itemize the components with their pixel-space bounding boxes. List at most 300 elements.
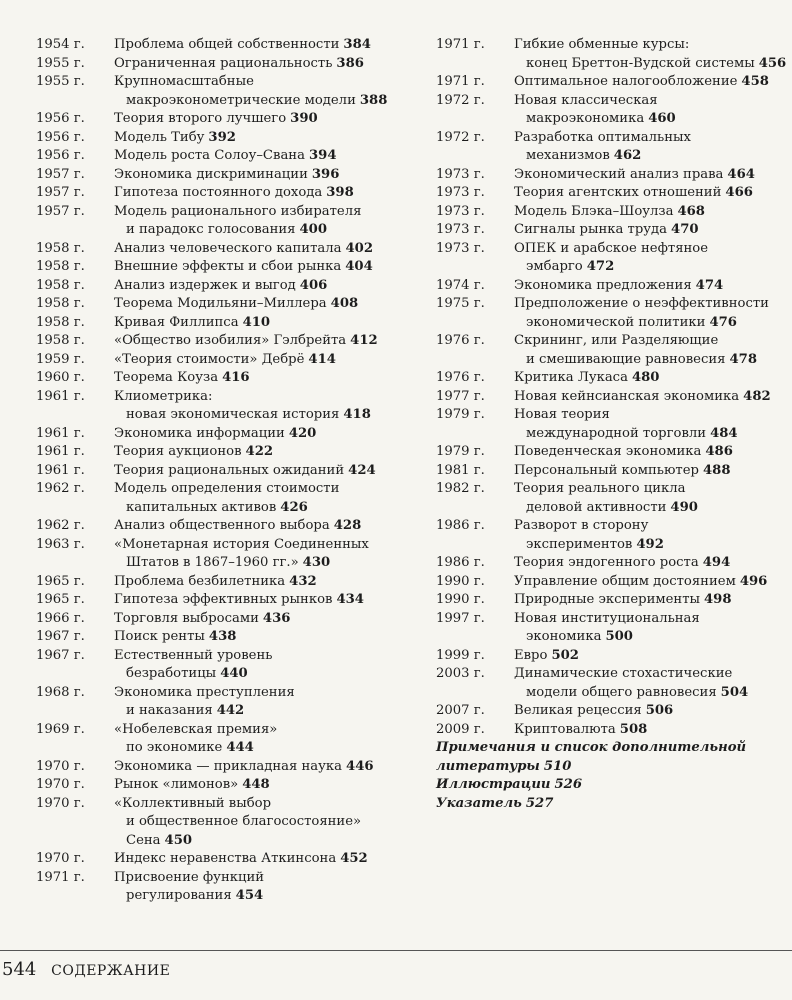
entry-year: 1954 г.	[36, 37, 85, 52]
toc-entry[interactable]	[436, 129, 786, 166]
entry-year: 1970 г.	[36, 777, 85, 792]
entry-page-number: 410	[242, 314, 271, 330]
entry-page-number: 416	[222, 370, 250, 385]
entry-title-text: макроэкономика	[526, 111, 645, 126]
entry-year: 1970 г.	[36, 758, 85, 774]
entry-title-text: Индекс неравенства Аткинсона	[114, 851, 337, 866]
entry-title-text: Модель определения стоимости	[114, 481, 340, 496]
entry-title-line	[114, 813, 416, 832]
toc-entry[interactable]	[436, 665, 786, 702]
entry-title-text: экономика	[526, 629, 602, 644]
entry-page-number: 474	[695, 277, 724, 293]
entry-title-line	[514, 406, 786, 425]
entry-page-number: 404	[345, 259, 373, 274]
entry-title-line	[514, 332, 786, 351]
toc-entry[interactable]	[436, 184, 786, 203]
entry-title-text: Теорема Коуза	[114, 370, 219, 385]
entry-year: 1955 г.	[36, 55, 85, 71]
entry-title-text: Экономика информации	[114, 425, 285, 441]
entry-page-number: 468	[677, 203, 705, 219]
entry-title	[514, 480, 786, 517]
toc-entry[interactable]	[36, 684, 416, 721]
entry-title-text: и наказания	[126, 703, 213, 718]
toc-extra-entry[interactable]	[436, 739, 786, 776]
entry-title	[114, 573, 416, 592]
toc-extra-entry[interactable]	[436, 776, 786, 795]
toc-entry[interactable]	[36, 850, 416, 869]
entry-title	[114, 758, 416, 777]
entry-title-line	[514, 55, 786, 74]
toc-entry[interactable]	[436, 480, 786, 517]
entry-year: 1976 г.	[436, 370, 485, 385]
entry-title-text: Предположение о неэффективности	[514, 296, 769, 311]
toc-entry[interactable]	[436, 647, 786, 666]
entry-title-line	[514, 295, 786, 314]
entry-title-text: конец Бреттон-Вудской системы	[526, 55, 755, 71]
entry-page-number: 426	[280, 499, 308, 515]
entry-page-number: 388	[359, 92, 388, 108]
entry-page-number: 480	[631, 370, 660, 385]
entry-title-text: Поведенческая экономика	[514, 444, 702, 459]
entry-title	[114, 850, 416, 869]
entry-page-number: 452	[340, 851, 368, 866]
entry-title-line	[514, 665, 786, 684]
entry-title	[514, 73, 786, 92]
toc-entry[interactable]	[36, 295, 416, 314]
entry-year: 1973 г.	[436, 222, 485, 237]
toc-extras	[436, 739, 786, 813]
entry-year: 1973 г.	[436, 185, 485, 200]
toc-entry[interactable]	[36, 721, 416, 758]
entry-title-line	[436, 758, 786, 777]
entry-title-text: Теория агентских отношений	[514, 185, 722, 200]
entry-title-line	[114, 628, 416, 647]
toc-entry[interactable]	[36, 869, 416, 906]
entry-title	[114, 869, 416, 906]
section-title: СОДЕРЖАНИЕ	[51, 963, 171, 979]
entry-page-number: 504	[720, 684, 749, 700]
entry-title-text: безработицы	[126, 666, 217, 681]
entry-page-number: 458	[741, 74, 769, 89]
entry-year: 1975 г.	[436, 296, 485, 311]
entry-title-text: Сигналы рынка труда	[514, 222, 668, 237]
entry-title-line	[514, 499, 786, 518]
entry-title-line	[514, 277, 786, 296]
entry-year: 1966 г.	[36, 610, 85, 626]
entry-title-line	[114, 351, 416, 370]
entry-title-text: новая экономическая история	[126, 407, 340, 422]
entry-title-line	[114, 536, 416, 555]
toc-entry[interactable]	[36, 795, 416, 851]
entry-year: 1958 г.	[36, 259, 85, 274]
entry-title	[114, 129, 416, 148]
entry-title-text: Теория аукционов	[114, 444, 242, 459]
toc-entry[interactable]	[436, 610, 786, 647]
toc-entry[interactable]	[36, 351, 416, 370]
entry-title-text: Крупномасштабные	[114, 74, 254, 89]
entry-title-text: Модель Тибу	[114, 129, 205, 145]
entry-title	[514, 184, 786, 203]
entry-year: 1972 г.	[436, 92, 485, 108]
entry-title	[114, 166, 416, 185]
toc-right-column	[436, 36, 786, 813]
entry-title-line	[514, 647, 786, 666]
entry-title-line	[514, 480, 786, 499]
entry-title-line	[514, 462, 786, 481]
toc-entry[interactable]	[36, 36, 416, 55]
entry-title-line	[436, 795, 786, 814]
toc-left-column	[36, 36, 416, 906]
entry-year: 1958 г.	[36, 277, 85, 293]
entry-title-text: Евро	[514, 647, 548, 663]
entry-page-number: 414	[308, 351, 336, 367]
toc-entry[interactable]	[36, 129, 416, 148]
entry-title-line	[514, 147, 786, 166]
entry-title-line	[514, 573, 786, 592]
entry-title-text: Анализ общественного выбора	[114, 518, 330, 533]
entry-title-line	[514, 92, 786, 111]
toc-entry[interactable]	[36, 314, 416, 333]
toc-entry[interactable]	[436, 369, 786, 388]
entry-title	[114, 425, 416, 444]
toc-entry[interactable]	[436, 554, 786, 573]
entry-page-number: 502	[551, 647, 579, 663]
entry-title	[514, 721, 786, 740]
entry-title	[436, 795, 786, 814]
entry-page-number: 436	[262, 610, 291, 626]
entry-title-line	[114, 147, 416, 166]
entry-title-line	[114, 610, 416, 629]
entry-title-line	[514, 721, 786, 740]
entry-title-text: Природные эксперименты	[514, 592, 700, 607]
entry-title-text: модели общего равновесия	[526, 684, 717, 700]
entry-title-line	[114, 258, 416, 277]
entry-title-text: Экономика предложения	[514, 277, 692, 293]
toc-entry[interactable]	[36, 628, 416, 647]
entry-title-text: и смешивающие равновесия	[526, 351, 726, 367]
entry-year: 1990 г.	[436, 592, 485, 607]
toc-right-entries	[436, 36, 786, 739]
entry-title	[114, 277, 416, 296]
toc-entry[interactable]	[36, 758, 416, 777]
entry-title-text: Теорема Модильяни–Миллера	[114, 296, 327, 311]
entry-page-number: 460	[648, 111, 676, 126]
entry-year: 1976 г.	[436, 333, 485, 348]
toc-entry[interactable]	[36, 573, 416, 592]
entry-page-number: 430	[302, 555, 331, 570]
entry-title	[514, 443, 786, 462]
entry-page-number: 448	[242, 777, 270, 792]
toc-entry[interactable]	[436, 517, 786, 554]
toc-entry[interactable]	[36, 203, 416, 240]
toc-entry[interactable]	[36, 147, 416, 166]
entry-title-text: Персональный компьютер	[514, 462, 699, 478]
entry-title-text: Управление общим достоянием	[514, 573, 736, 589]
toc-extra-entry[interactable]	[436, 795, 786, 814]
toc-entry[interactable]	[436, 443, 786, 462]
entry-title-line	[114, 776, 416, 795]
entry-title	[114, 203, 416, 240]
entry-year: 1961 г.	[36, 425, 85, 441]
entry-title	[436, 739, 786, 776]
entry-page-number: 442	[216, 703, 245, 718]
toc-entry[interactable]	[436, 591, 786, 610]
entry-title	[514, 647, 786, 666]
toc-entry[interactable]	[36, 258, 416, 277]
entry-title	[114, 647, 416, 684]
entry-title-text: Оптимальное налогообложение	[514, 74, 738, 89]
entry-page-number: 496	[739, 573, 768, 589]
entry-title	[114, 351, 416, 370]
entry-page-number: 482	[743, 388, 771, 404]
entry-page-number: 486	[705, 444, 733, 459]
toc-entry[interactable]	[36, 240, 416, 259]
entry-title	[114, 610, 416, 629]
entry-year: 1961 г.	[36, 462, 85, 478]
toc-entry[interactable]	[36, 184, 416, 203]
entry-page-number: 434	[336, 592, 364, 607]
entry-title-text: Теория эндогенного роста	[514, 555, 699, 570]
entry-title-line	[114, 647, 416, 666]
entry-title-line	[114, 203, 416, 222]
entry-title-line	[114, 684, 416, 703]
entry-title-text: Клиометрика:	[114, 388, 213, 404]
entry-year: 1962 г.	[36, 518, 85, 533]
toc-entry[interactable]	[36, 462, 416, 481]
entry-page-number: 428	[333, 518, 362, 533]
toc-entry[interactable]	[436, 721, 786, 740]
toc-entry[interactable]	[436, 388, 786, 407]
entry-title-text: Критика Лукаса	[514, 370, 628, 385]
page-footer	[0, 950, 792, 980]
entry-page-number: 396	[311, 166, 340, 182]
entry-page-number: 462	[613, 148, 642, 163]
entry-title-text: Теория второго лучшего	[114, 111, 287, 126]
entry-title-line	[114, 332, 416, 351]
entry-title	[114, 517, 416, 536]
entry-year: 1973 г.	[436, 203, 485, 219]
entry-page-number: 527	[525, 795, 554, 811]
entry-year: 1970 г.	[36, 795, 85, 811]
entry-title-line	[114, 869, 416, 888]
entry-title-text: международной торговли	[526, 425, 707, 441]
entry-year: 1956 г.	[36, 129, 85, 145]
entry-year: 1999 г.	[436, 647, 485, 663]
entry-title-line	[114, 554, 416, 573]
entry-page-number: 456	[758, 55, 787, 71]
entry-year: 1990 г.	[436, 573, 485, 589]
entry-page-number: 392	[208, 129, 236, 145]
entry-page-number: 408	[330, 296, 359, 311]
entry-year: 1957 г.	[36, 185, 85, 200]
toc-entry[interactable]	[36, 480, 416, 517]
entry-page-number: 424	[348, 462, 376, 478]
entry-year: 1956 г.	[36, 148, 85, 163]
toc-entry[interactable]	[436, 406, 786, 443]
entry-year: 1967 г.	[36, 629, 85, 644]
entry-page-number: 406	[299, 277, 328, 293]
entry-title	[114, 536, 416, 573]
entry-title-line	[114, 795, 416, 814]
entry-title-text: Иллюстрации	[436, 777, 551, 792]
entry-title	[114, 795, 416, 851]
toc-entry[interactable]	[436, 332, 786, 369]
entry-page-number: 420	[288, 425, 317, 441]
toc-entry[interactable]	[436, 573, 786, 592]
toc-entry[interactable]	[436, 221, 786, 240]
entry-title	[514, 203, 786, 222]
toc-entry[interactable]	[436, 92, 786, 129]
entry-title	[114, 591, 416, 610]
entry-title	[514, 332, 786, 369]
entry-title-line	[114, 129, 416, 148]
entry-title-line	[114, 110, 416, 129]
entry-title-text: Проблема безбилетника	[114, 573, 286, 589]
entry-title-line	[114, 573, 416, 592]
entry-title	[114, 443, 416, 462]
entry-title	[514, 388, 786, 407]
entry-title-line	[514, 110, 786, 129]
entry-year: 1969 г.	[36, 721, 85, 737]
entry-page-number: 464	[727, 166, 755, 182]
entry-page-number: 510	[543, 758, 572, 774]
entry-title-text: Новая кейнсианская экономика	[514, 388, 740, 404]
entry-title-text: Экономика дискриминации	[114, 166, 308, 182]
entry-title	[114, 332, 416, 351]
toc-entry[interactable]	[36, 332, 416, 351]
entry-page-number: 454	[235, 888, 264, 903]
entry-year: 1973 г.	[436, 240, 485, 256]
entry-title	[114, 36, 416, 55]
toc-entry[interactable]	[36, 591, 416, 610]
entry-title-text: Кривая Филлипса	[114, 314, 239, 330]
entry-page-number: 476	[709, 314, 737, 330]
entry-title-text: капитальных активов	[126, 499, 277, 515]
toc-entry[interactable]	[436, 36, 786, 73]
entry-title	[514, 240, 786, 277]
toc-entry[interactable]	[436, 702, 786, 721]
entry-page-number: 466	[725, 185, 753, 200]
entry-title-text: Присвоение функций	[114, 869, 265, 885]
toc-entry[interactable]	[436, 203, 786, 222]
entry-title	[114, 480, 416, 517]
toc-entry[interactable]	[36, 647, 416, 684]
entry-title-line	[514, 443, 786, 462]
entry-title	[114, 684, 416, 721]
entry-title-line	[514, 166, 786, 185]
entry-title-text: Экономика — прикладная наука	[114, 758, 343, 774]
entry-year: 1973 г.	[436, 166, 485, 182]
entry-title	[114, 73, 416, 110]
entry-title-text: литературы	[436, 758, 540, 774]
entry-title-text: Указатель	[436, 795, 522, 811]
entry-title-line	[114, 832, 416, 851]
entry-title	[514, 702, 786, 721]
entry-title-text: Проблема общей собственности	[114, 37, 340, 52]
toc-entry[interactable]	[36, 55, 416, 74]
entry-title-text: «Общество изобилия» Гэлбрейта	[114, 333, 347, 348]
entry-title-line	[114, 887, 416, 906]
entry-page-number: 386	[336, 55, 364, 71]
entry-title-line	[514, 73, 786, 92]
entry-page-number: 432	[289, 573, 317, 589]
toc-entry[interactable]	[36, 610, 416, 629]
entry-title-line	[514, 684, 786, 703]
entry-title-line	[114, 166, 416, 185]
entry-page-number: 398	[326, 185, 354, 200]
entry-title-line	[514, 221, 786, 240]
toc-entry[interactable]	[436, 462, 786, 481]
toc-entry[interactable]	[436, 240, 786, 277]
toc-entry[interactable]	[36, 73, 416, 110]
entry-title-line	[114, 721, 416, 740]
toc-entry[interactable]	[36, 536, 416, 573]
entry-page-number: 394	[308, 148, 337, 163]
entry-title-text: Теория рациональных ожиданий	[114, 462, 345, 478]
entry-title-line	[514, 129, 786, 148]
entry-title-text: Анализ человеческого капитала	[114, 240, 342, 256]
entry-year: 1971 г.	[36, 869, 85, 885]
toc-entry[interactable]	[36, 369, 416, 388]
entry-page-number: 484	[710, 425, 738, 441]
entry-title	[114, 369, 416, 388]
toc-entry[interactable]	[436, 73, 786, 92]
entry-title-text: Разворот в сторону	[514, 518, 649, 533]
toc-entry[interactable]	[436, 166, 786, 185]
entry-title	[514, 665, 786, 702]
entry-title	[514, 129, 786, 166]
entry-title	[514, 554, 786, 573]
toc-entry[interactable]	[36, 425, 416, 444]
toc-entry[interactable]	[36, 517, 416, 536]
entry-title-line	[514, 591, 786, 610]
entry-year: 1957 г.	[36, 203, 85, 219]
toc-entry[interactable]	[436, 295, 786, 332]
toc-entry[interactable]	[436, 277, 786, 296]
entry-title-line	[514, 184, 786, 203]
toc-entry[interactable]	[36, 776, 416, 795]
toc-entry[interactable]	[36, 388, 416, 425]
entry-year: 1972 г.	[436, 129, 485, 145]
entry-title-line	[114, 850, 416, 869]
toc-entry[interactable]	[36, 443, 416, 462]
entry-page-number: 470	[671, 222, 699, 237]
entry-year: 1982 г.	[436, 481, 485, 496]
entry-title	[114, 388, 416, 425]
entry-year: 1958 г.	[36, 314, 85, 330]
entry-title-text: «Коллективный выбор	[114, 795, 272, 811]
entry-title-line	[114, 388, 416, 407]
entry-year: 1958 г.	[36, 333, 85, 348]
entry-title-line	[514, 314, 786, 333]
entry-title-line	[114, 499, 416, 518]
entry-title-text: Гибкие обменные курсы:	[514, 37, 690, 52]
entry-title-text: деловой активности	[526, 499, 667, 515]
entry-page-number: 440	[220, 666, 248, 681]
entry-year: 1986 г.	[436, 555, 485, 570]
entry-page-number: 384	[343, 37, 371, 52]
toc-entry[interactable]	[36, 110, 416, 129]
toc-entry[interactable]	[36, 166, 416, 185]
entry-title-line	[114, 36, 416, 55]
toc-entry[interactable]	[36, 277, 416, 296]
entry-title-text: «Монетарная история Соединенных	[114, 536, 369, 552]
entry-title	[514, 166, 786, 185]
entry-title-line	[114, 184, 416, 203]
entry-title-text: «Нобелевская премия»	[114, 721, 278, 737]
entry-title	[114, 314, 416, 333]
entry-page-number: 488	[702, 462, 731, 478]
